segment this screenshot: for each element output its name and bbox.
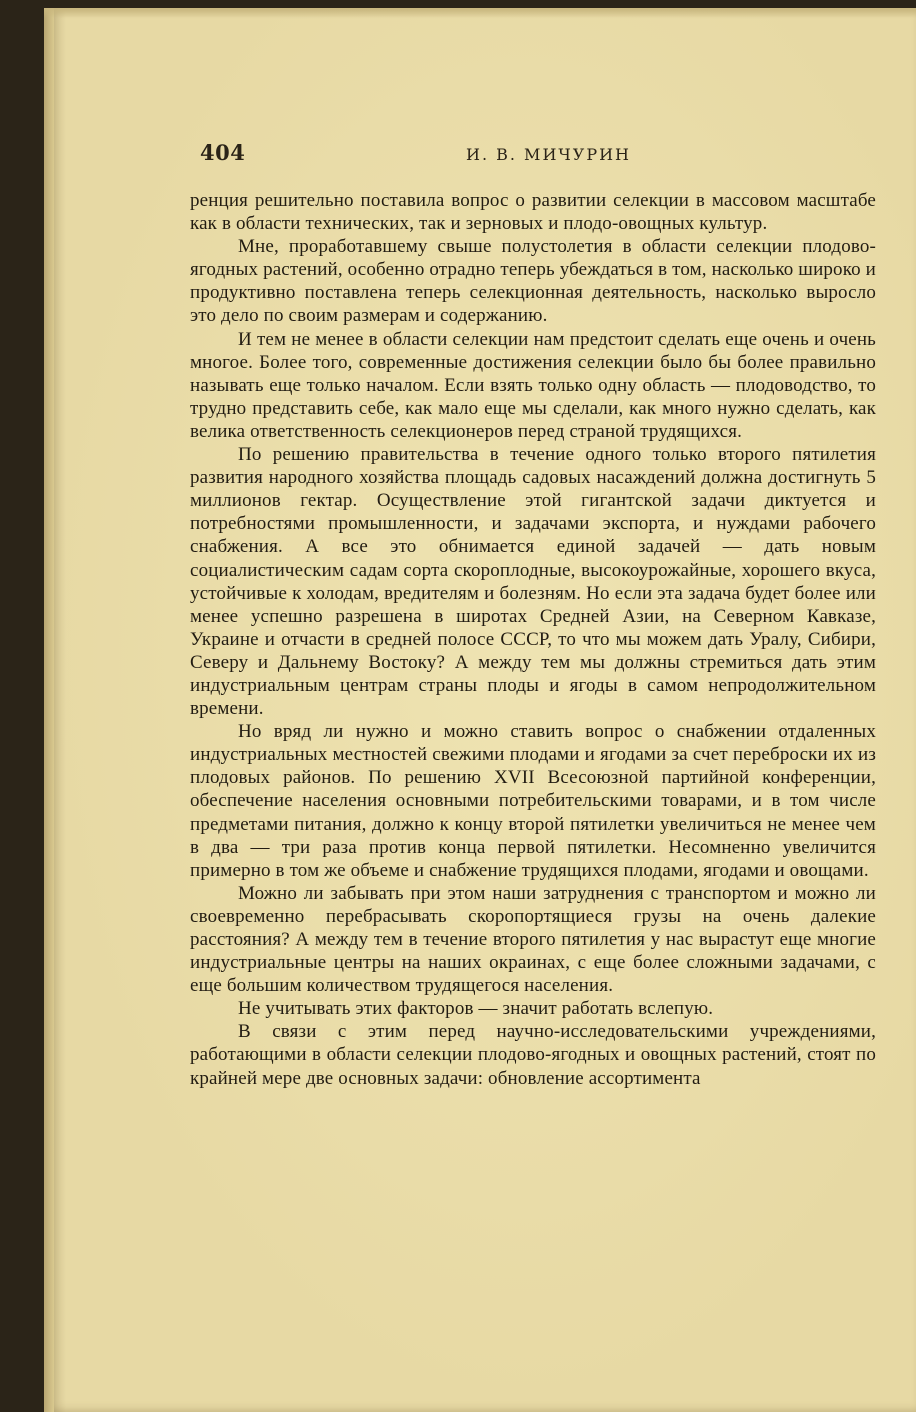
paragraph: Не учитывать этих факторов — значит работать вслепую. bbox=[238, 998, 714, 1020]
paragraph: В связи с этим перед научно-исследовательскими учреждениями, работающими в области селекции плодово-ягодных и овощных растений, стоят по крайней мере две основных задачи: обновление ассортимента bbox=[190, 1021, 876, 1089]
page-top-edge bbox=[44, 8, 916, 18]
paragraph: Мне, проработавшему свыше полустолетия в области селекции плодово-ягодных растений, особенно отрадно теперь убеждаться в том, насколько широко и продуктивно поставлена теперь селекционная деятельность, насколько выросло это дело по своим размерам и содержанию. bbox=[190, 236, 876, 327]
paragraph: И тем не менее в области селекции нам предстоит сделать еще очень и очень многое. Более того, современные достижения селекции было бы более правильно называть еще только началом. Если взять только одну область — плодоводство, то трудно представить себе, как мало еще мы сделали, как много нужно сделать, как велика ответственность селекционеров перед страной трудящихся. bbox=[190, 328, 876, 442]
paragraph-continued: ренция решительно поставила вопрос о развитии селекции в массовом масштабе как в области технических, так и зерновых и плодо-овощных культур. bbox=[190, 190, 876, 235]
paragraph: Можно ли забывать при этом наши затруднения с транспортом и можно ли своевременно перебрасывать скоропортящиеся грузы на очень далекие расстояния? А между тем в течение второго пятилетия у нас вырастут еще многие индустриальные центры на наших окраинах, с еще более сложными задачами, с еще большим количеством трудящегося населения. bbox=[190, 882, 876, 997]
body-text bbox=[190, 189, 876, 1090]
running-head-author: И. В. МИЧУРИН bbox=[466, 145, 631, 164]
paragraph: Но вряд ли нужно и можно ставить вопрос о снабжении отдаленных индустриальных местностей свежими плодами и ягодами за счет переброски их из плодовых районов. По решению XVII Всесоюзной партийной конференции, обеспечение населения основными потребительскими товарами, и в том числе предметами питания, должно к концу второй пятилетки увеличиться не менее чем в два — три раза против конца первой пятилетки. Несомненно увеличится примерно в том же объеме и снабжение трудящихся плодами, ягодами и овощами. bbox=[190, 721, 876, 881]
running-head bbox=[200, 140, 880, 172]
paragraph: По решению правительства в течение одного только второго пятилетия развития народного хозяйства площадь садовых насаждений должна достигнуть 5 миллионов гектар. Осуществление этой гигантской задачи диктуется и потребностями промышленности, и задачами экспорта, и нуждами рабочего снабжения. А все это обнимается единой задачей — дать новым социалистическим садам сорта скороплодные, высокоурожайные, хорошего вкуса, устойчивые к холодам, вредителям и болезням. Но если эта задача будет более или менее успешно разрешена в широтах Средней Азии, на Северном Кавказе, Украине и отчасти в средней полосе СССР, то что мы можем дать Уралу, Сибири, Северу и Дальнему Востоку? А между тем мы должны стремиться дать этим индустриальным центрам страны плоды и ягоды в самом непродолжительном времени. bbox=[190, 444, 876, 720]
page-number: 404 bbox=[200, 140, 246, 165]
page-spine-edge bbox=[44, 8, 54, 1412]
